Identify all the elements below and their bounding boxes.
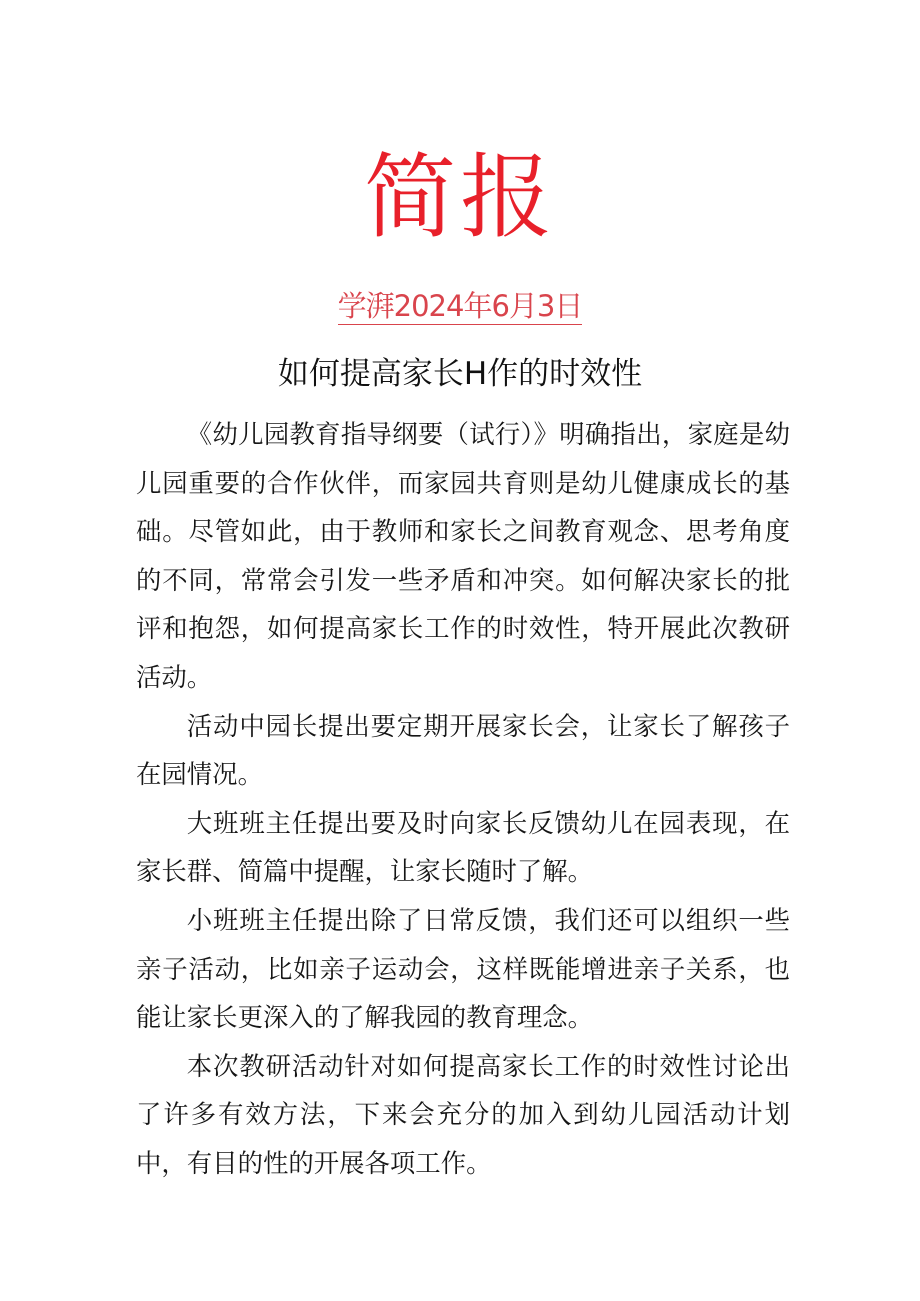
- subject-heading: 如何提高家长H作的时效性: [277, 356, 643, 392]
- paragraph-5: 本次教研活动针对如何提高家长工作的时效性讨论出了许多有效方法，下来会充分的加入到幼儿园活动计划中，有目的性的开展各项工作。: [136, 1050, 790, 1178]
- dateline: [0, 286, 920, 326]
- paragraph-3: 大班班主任提出要及时向家长反馈幼儿在园表现，在家长群、简篇中提醒，让家长随时了解。: [136, 807, 790, 887]
- paragraph-2: 活动中园长提出要定期开展家长会，让家长了解孩子在园情况。: [136, 710, 790, 790]
- paragraph-4: 小班班主任提出除了日常反馈，我们还可以组织一些亲子活动，比如亲子运动会，这样既能增进亲子关系，也能让家长更深入的了解我园的教育理念。: [136, 904, 790, 1033]
- dateline-text: 学湃2024年6月3日: [337, 289, 583, 323]
- masthead-title: 简报: [363, 144, 556, 251]
- body-text: [136, 410, 790, 1188]
- paragraph-1: 《幼儿园教育指导纲要（试行）》明确指出，家庭是幼儿园重要的合作伙伴，而家园共育则是幼儿健康成长的基础。尽管如此，由于教师和家长之间教育观念、思考角度的不同，常常会引发一些矛盾和冲突。如何解决家长的批评和抱怨，如何提高家长工作的时效性，特开展此次教研活动。: [136, 419, 790, 692]
